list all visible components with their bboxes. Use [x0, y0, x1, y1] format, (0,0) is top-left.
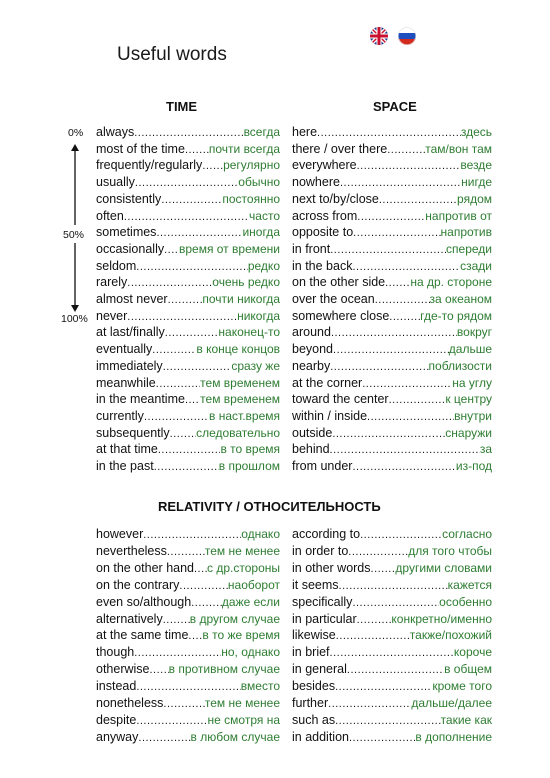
word-row: [96, 192, 280, 209]
english-word: specifically: [292, 594, 353, 609]
russian-translation: почти никогда: [202, 292, 280, 306]
russian-translation: другими словами: [395, 560, 492, 575]
word-row: [292, 713, 492, 730]
word-row: [292, 527, 492, 544]
word-row: [292, 209, 492, 226]
russian-translation: вместо: [240, 679, 280, 694]
russian-translation: также/похожий: [409, 628, 492, 643]
word-row: [96, 662, 280, 679]
dot-leader: [163, 614, 190, 626]
english-word: likewise: [292, 628, 336, 643]
word-row: [96, 125, 280, 142]
russian-translation: тем временем: [200, 392, 280, 407]
word-row: [96, 309, 280, 326]
english-word: in the meantime: [96, 392, 185, 407]
english-word: over the ocean: [292, 292, 375, 306]
dot-leader: [335, 715, 440, 727]
word-row: [96, 242, 280, 259]
dot-leader: [317, 127, 461, 139]
english-word: in particular: [292, 611, 357, 626]
english-word: in the back: [292, 258, 353, 273]
relativity-heading: RELATIVITY / ОТНОСИТЕЛЬНОСТЬ: [158, 499, 381, 514]
word-row: [96, 645, 280, 662]
dot-leader: [163, 361, 232, 373]
word-row: [96, 595, 280, 612]
russian-translation: спереди: [446, 241, 492, 256]
flag-russia-icon: [398, 27, 416, 45]
word-row: [292, 242, 492, 259]
english-word: nevertheless: [96, 543, 167, 558]
word-row: [96, 578, 280, 595]
dot-leader: [167, 546, 205, 558]
dot-leader: [170, 428, 196, 440]
dot-leader: [191, 597, 222, 609]
russian-translation: из-под: [455, 459, 492, 473]
word-row: [292, 292, 492, 309]
word-row: [96, 342, 280, 359]
english-word: everywhere: [292, 158, 357, 173]
dot-leader: [330, 244, 446, 256]
english-word: consistently: [96, 191, 162, 206]
russian-translation: согласно: [442, 527, 492, 541]
russian-translation: никогда: [237, 308, 280, 323]
russian-translation: нигде: [461, 175, 492, 190]
russian-translation: кажется: [447, 577, 492, 592]
dot-leader: [362, 378, 452, 390]
word-row: [292, 225, 492, 242]
word-row: [292, 426, 492, 443]
english-word: currently: [96, 408, 144, 423]
russian-translation: часто: [249, 208, 280, 223]
dot-leader: [333, 344, 449, 356]
english-word: usually: [96, 175, 135, 190]
word-row: [96, 713, 280, 730]
dot-leader: [352, 261, 460, 273]
dot-leader: [202, 160, 223, 172]
word-row: [96, 730, 280, 747]
english-word: alternatively: [96, 611, 163, 626]
word-row: [96, 459, 280, 476]
word-row: [96, 612, 280, 629]
dot-leader: [349, 732, 415, 744]
word-row: [292, 192, 492, 209]
dot-leader: [375, 294, 430, 306]
word-row: [292, 662, 492, 679]
dot-leader: [134, 647, 221, 659]
russian-translation: поблизости: [428, 358, 492, 373]
english-word: seldom: [96, 258, 137, 273]
russian-translation: всегда: [243, 125, 280, 139]
dot-leader: [168, 294, 203, 306]
russian-translation: с др.стороны: [207, 560, 280, 575]
dot-leader: [150, 664, 169, 676]
word-row: [292, 392, 492, 409]
word-row: [96, 209, 280, 226]
english-word: occasionally: [96, 241, 165, 256]
english-word: even so/although: [96, 594, 192, 609]
dot-leader: [165, 327, 219, 339]
word-row: [292, 275, 492, 292]
russian-translation: обычно: [238, 175, 280, 190]
english-word: besides: [292, 679, 336, 694]
english-word: next to/by/close: [292, 191, 379, 206]
english-word: though: [96, 645, 135, 660]
word-row: [96, 142, 280, 159]
word-row: [292, 325, 492, 342]
english-word: however: [96, 527, 144, 541]
word-row: [96, 426, 280, 443]
russian-translation: там/вон там: [425, 141, 492, 156]
dot-leader: [389, 394, 446, 406]
word-row: [292, 628, 492, 645]
word-row: [96, 561, 280, 578]
dot-leader: [163, 698, 204, 710]
dot-leader: [340, 177, 461, 189]
russian-translation: наконец-то: [218, 325, 280, 340]
dot-leader: [357, 211, 425, 223]
dot-leader: [387, 144, 425, 156]
dot-leader: [367, 411, 454, 423]
russian-translation: регулярно: [223, 158, 280, 173]
russian-translation: на др. стороне: [410, 275, 492, 290]
russian-translation: сразу же: [231, 358, 280, 373]
english-word: it seems: [292, 577, 339, 592]
english-word: in brief: [292, 645, 330, 660]
scale-label-0: 0%: [68, 127, 84, 139]
word-row: [292, 309, 492, 326]
dot-leader: [389, 311, 420, 323]
dot-leader: [185, 394, 200, 406]
english-word: behind: [292, 442, 330, 457]
word-row: [292, 612, 492, 629]
word-row: [292, 142, 492, 159]
russian-translation: очень редко: [212, 275, 280, 290]
space-heading: SPACE: [373, 99, 417, 114]
english-word: despite: [96, 712, 137, 727]
word-row: [96, 679, 280, 696]
page-title: Useful words: [117, 44, 227, 65]
russian-translation: в то время: [220, 442, 280, 457]
word-row: [292, 561, 492, 578]
word-row: [292, 595, 492, 612]
dot-leader: [331, 327, 457, 339]
english-word: anyway: [96, 729, 139, 744]
english-word: at last/finally: [96, 325, 165, 340]
dot-leader: [156, 227, 242, 239]
dot-leader: [348, 546, 408, 558]
russian-translation: конкретно/именно: [391, 611, 492, 626]
word-row: [96, 442, 280, 459]
english-word: at that time: [96, 442, 158, 457]
english-word: opposite to: [292, 225, 354, 240]
russian-translation: везде: [460, 158, 492, 173]
dot-leader: [335, 681, 432, 693]
english-word: almost never: [96, 292, 168, 306]
dot-leader: [134, 127, 243, 139]
scale-label-100: 100%: [61, 313, 88, 325]
english-word: such as: [292, 712, 336, 727]
dot-leader: [330, 444, 480, 456]
dot-leader: [352, 461, 455, 473]
dot-leader: [164, 244, 179, 256]
russian-translation: дальше: [448, 342, 492, 357]
english-word: in addition: [292, 729, 349, 744]
russian-translation: наоборот: [227, 577, 280, 592]
russian-translation: редко: [247, 258, 280, 273]
dot-leader: [136, 681, 240, 693]
dot-leader: [339, 580, 448, 592]
word-row: [292, 175, 492, 192]
dot-leader: [127, 311, 237, 323]
english-word: instead: [96, 679, 137, 694]
russian-translation: такие как: [440, 712, 492, 727]
russian-translation: напротив от: [425, 208, 492, 223]
word-row: [96, 628, 280, 645]
russian-translation: в общем: [444, 662, 492, 677]
word-row: [292, 544, 492, 561]
english-word: in other words: [292, 560, 371, 575]
russian-translation: напротив: [440, 225, 492, 240]
word-row: [96, 158, 280, 175]
russian-translation: в прошлом: [218, 459, 280, 473]
english-word: across from: [292, 208, 358, 223]
russian-translation: почти всегда: [208, 141, 280, 156]
english-word: at the corner: [292, 375, 363, 390]
dot-leader: [379, 194, 457, 206]
russian-translation: где-то рядом: [420, 308, 492, 323]
english-word: beyond: [292, 342, 334, 357]
russian-translation: даже если: [221, 594, 280, 609]
russian-translation: тем не менее: [204, 696, 280, 710]
russian-translation: однако: [241, 527, 280, 541]
english-word: otherwise: [96, 662, 150, 677]
word-row: [292, 442, 492, 459]
dot-leader: [328, 698, 411, 710]
russian-translation: время от времени: [178, 241, 280, 256]
russian-translation: к центру: [445, 392, 492, 407]
word-row: [96, 392, 280, 409]
dot-leader: [158, 444, 221, 456]
word-row: [96, 359, 280, 376]
frequency-arrow-icon: [70, 143, 80, 313]
word-row: [292, 259, 492, 276]
word-row: [292, 459, 492, 476]
russian-translation: рядом: [457, 191, 492, 206]
russian-translation: в любом случае: [190, 729, 280, 744]
dot-leader: [357, 160, 461, 172]
english-word: immediately: [96, 358, 163, 373]
dot-leader: [357, 614, 392, 626]
russian-translation: за: [479, 442, 492, 457]
language-flags: [370, 27, 416, 45]
dot-leader: [161, 194, 222, 206]
english-word: never: [96, 308, 128, 323]
english-word: in the past: [96, 459, 154, 473]
dot-leader: [353, 227, 440, 239]
dot-leader: [185, 144, 209, 156]
dot-leader: [347, 664, 444, 676]
word-row: [96, 292, 280, 309]
english-word: on the other side: [292, 275, 386, 290]
english-word: nowhere: [292, 175, 340, 190]
dot-leader: [385, 277, 410, 289]
dot-leader: [179, 580, 228, 592]
russian-translation: тем временем: [200, 375, 280, 390]
english-word: around: [292, 325, 331, 340]
russian-translation: в дополнение: [415, 729, 492, 744]
english-word: eventually: [96, 342, 153, 357]
english-word: most of the time: [96, 141, 185, 156]
russian-translation: в наст.время: [209, 408, 280, 423]
word-row: [292, 125, 492, 142]
word-row: [292, 158, 492, 175]
russian-translation: вокруг: [456, 325, 492, 340]
word-row: [96, 275, 280, 292]
dot-leader: [143, 529, 241, 541]
time-heading: TIME: [166, 99, 198, 114]
dot-leader: [127, 277, 212, 289]
scale-label-50: 50%: [63, 229, 85, 241]
english-word: outside: [292, 425, 333, 440]
english-word: here: [292, 125, 318, 139]
dot-leader: [156, 378, 200, 390]
word-row: [292, 578, 492, 595]
word-row: [292, 730, 492, 747]
russian-translation: следовательно: [196, 425, 280, 440]
russian-translation: иногда: [242, 225, 280, 240]
russian-translation: постоянно: [222, 191, 280, 206]
word-row: [292, 679, 492, 696]
word-row: [292, 645, 492, 662]
dot-leader: [330, 647, 454, 659]
word-row: [292, 696, 492, 713]
english-word: somewhere close: [292, 308, 390, 323]
russian-translation: не смотря на: [207, 712, 280, 727]
dot-leader: [352, 597, 439, 609]
english-word: within / inside: [292, 408, 368, 423]
russian-translation: для того чтобы: [408, 543, 492, 558]
word-row: [96, 409, 280, 426]
dot-leader: [194, 563, 207, 575]
russian-translation: здесь: [460, 125, 492, 139]
dot-leader: [371, 563, 396, 575]
russian-translation: за океаном: [429, 292, 492, 306]
russian-translation: тем не менее: [204, 543, 280, 558]
russian-translation: снаружи: [445, 425, 492, 440]
dot-leader: [152, 344, 196, 356]
english-word: according to: [292, 527, 361, 541]
english-word: meanwhile: [96, 375, 156, 390]
word-row: [96, 325, 280, 342]
dot-leader: [330, 361, 428, 373]
russian-translation: в другом случае: [189, 611, 280, 626]
dot-leader: [154, 461, 219, 473]
flag-uk-icon: [370, 27, 388, 45]
word-row: [96, 376, 280, 393]
word-row: [292, 342, 492, 359]
dot-leader: [336, 630, 410, 642]
russian-translation: на углу: [452, 375, 492, 390]
dot-leader: [360, 529, 442, 541]
word-row: [96, 175, 280, 192]
english-word: in general: [292, 662, 347, 677]
english-word: subsequently: [96, 425, 170, 440]
english-word: at the same time: [96, 628, 189, 643]
russian-translation: внутри: [454, 408, 492, 423]
english-word: on the other hand: [96, 560, 194, 575]
word-row: [96, 527, 280, 544]
russian-translation: кроме того: [432, 679, 492, 694]
english-word: sometimes: [96, 225, 157, 240]
word-row: [96, 544, 280, 561]
russian-translation: дальше/далее: [411, 696, 492, 710]
word-row: [96, 259, 280, 276]
dot-leader: [124, 211, 249, 223]
word-row: [292, 376, 492, 393]
english-word: from under: [292, 459, 353, 473]
english-word: on the contrary: [96, 577, 180, 592]
russian-translation: особенно: [439, 594, 492, 609]
english-word: in front: [292, 241, 331, 256]
english-word: toward the center: [292, 392, 389, 407]
dot-leader: [144, 411, 209, 423]
english-word: always: [96, 125, 135, 139]
english-word: there / over there: [292, 141, 388, 156]
russian-translation: короче: [453, 645, 492, 660]
english-word: frequently/regularly: [96, 158, 203, 173]
word-row: [96, 225, 280, 242]
russian-translation: в то же время: [202, 628, 280, 643]
english-word: nonetheless: [96, 696, 164, 710]
dot-leader: [136, 715, 207, 727]
word-row: [292, 359, 492, 376]
russian-translation: в конце концов: [196, 342, 280, 357]
dot-leader: [138, 732, 190, 744]
word-row: [292, 409, 492, 426]
english-word: in order to: [292, 543, 349, 558]
dot-leader: [188, 630, 202, 642]
english-word: nearby: [292, 358, 331, 373]
dot-leader: [136, 261, 248, 273]
dot-leader: [135, 177, 238, 189]
word-row: [96, 696, 280, 713]
english-word: further: [292, 696, 329, 710]
dot-leader: [332, 428, 445, 440]
russian-translation: но, однако: [221, 645, 280, 660]
russian-translation: сзади: [460, 258, 492, 273]
english-word: often: [96, 208, 124, 223]
english-word: rarely: [96, 275, 128, 290]
russian-translation: в противном случае: [168, 662, 280, 677]
